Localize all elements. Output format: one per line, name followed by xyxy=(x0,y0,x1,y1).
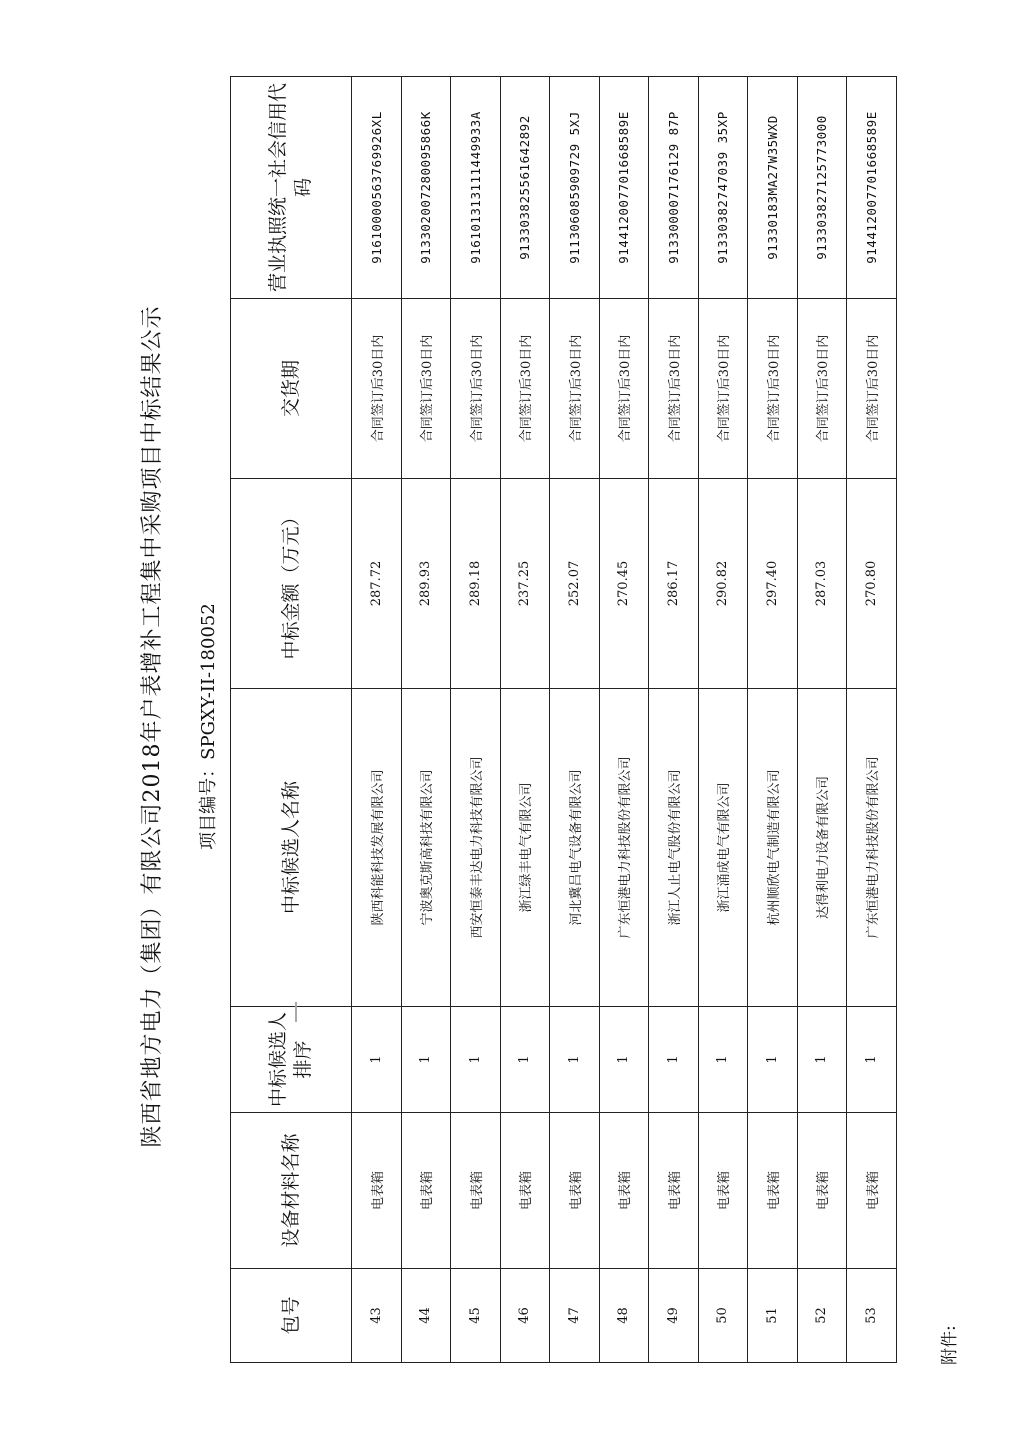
col-header-rank: 中标候选人排序 xyxy=(231,1007,352,1113)
table-row xyxy=(748,77,798,1363)
cell-amount: 289.93 xyxy=(401,479,451,689)
cell-rank: 1 xyxy=(797,1007,847,1113)
cell-bidder-name: 河北冀吕电气设备有限公司 xyxy=(550,689,600,1007)
cell-package: 52 xyxy=(797,1269,847,1363)
cell-bidder-name: 广东恒港电力科技股份有限公司 xyxy=(599,689,649,1007)
cell-package: 46 xyxy=(500,1269,550,1363)
cell-amount: 286.17 xyxy=(649,479,699,689)
cell-rank: 1 xyxy=(649,1007,699,1113)
cell-rank: 1 xyxy=(698,1007,748,1113)
table-row xyxy=(352,77,402,1363)
cell-package: 47 xyxy=(550,1269,600,1363)
cell-credit-code: 913303827125773000 xyxy=(797,77,847,299)
page-title: 陕西省地方电力（集团）有限公司2018年户表增补工程集中采购项目中标结果公示 xyxy=(140,305,165,1148)
cell-item: 电表箱 xyxy=(352,1113,402,1269)
cell-rank: 1 xyxy=(352,1007,402,1113)
table-row xyxy=(451,77,501,1363)
cell-credit-code: 913300007176129 87P xyxy=(649,77,699,299)
cell-package: 48 xyxy=(599,1269,649,1363)
cell-bidder-name: 陕西科能科技发展有限公司 xyxy=(352,689,402,1007)
col-header-credit-code: 营业执照统一社会信用代码 xyxy=(231,77,352,299)
cell-item: 电表箱 xyxy=(797,1113,847,1269)
cell-package: 43 xyxy=(352,1269,402,1363)
cell-amount: 297.40 xyxy=(748,479,798,689)
cell-delivery: 合同签订后30日内 xyxy=(451,299,501,479)
cell-amount: 270.80 xyxy=(847,479,897,689)
col-header-bidder-name: 中标候选人名称 xyxy=(231,689,352,1007)
cell-delivery: 合同签订后30日内 xyxy=(500,299,550,479)
cell-package: 51 xyxy=(748,1269,798,1363)
cell-rank: 1 xyxy=(451,1007,501,1113)
cell-rank: 1 xyxy=(401,1007,451,1113)
table-row xyxy=(649,77,699,1363)
attachment-label: 附件: xyxy=(940,1325,960,1365)
cell-rank: 1 xyxy=(847,1007,897,1113)
cell-package: 49 xyxy=(649,1269,699,1363)
cell-amount: 287.72 xyxy=(352,479,402,689)
cell-amount: 289.18 xyxy=(451,479,501,689)
cell-item: 电表箱 xyxy=(451,1113,501,1269)
cell-delivery: 合同签订后30日内 xyxy=(698,299,748,479)
cell-item: 电表箱 xyxy=(698,1113,748,1269)
cell-credit-code: 91610000563769926XL xyxy=(352,77,402,299)
cell-package: 50 xyxy=(698,1269,748,1363)
cell-delivery: 合同签订后30日内 xyxy=(797,299,847,479)
cell-bidder-name: 浙江涌成电气有限公司 xyxy=(698,689,748,1007)
cell-rank: 1 xyxy=(500,1007,550,1113)
cell-item: 电表箱 xyxy=(500,1113,550,1269)
cell-amount: 290.82 xyxy=(698,479,748,689)
cell-credit-code: 913302007280095866K xyxy=(401,77,451,299)
cell-package: 53 xyxy=(847,1269,897,1363)
cell-credit-code: 911306085909729 5XJ xyxy=(550,77,600,299)
cell-bidder-name: 达得利电力设备有限公司 xyxy=(797,689,847,1007)
cell-credit-code: 914412007701668589E xyxy=(599,77,649,299)
cell-bidder-name: 广东恒港电力科技股份有限公司 xyxy=(847,689,897,1007)
cell-delivery: 合同签订后30日内 xyxy=(748,299,798,479)
cell-rank: 1 xyxy=(599,1007,649,1113)
stray-pen-mark xyxy=(295,1002,297,1022)
col-header-amount: 中标金额（万元） xyxy=(231,479,352,689)
col-header-package: 包号 xyxy=(231,1269,352,1363)
cell-item: 电表箱 xyxy=(847,1113,897,1269)
cell-bidder-name: 西安恒泰丰达电力科技有限公司 xyxy=(451,689,501,1007)
cell-credit-code: 916101313111449933A xyxy=(451,77,501,299)
cell-package: 45 xyxy=(451,1269,501,1363)
cell-bidder-name: 宁波奥克斯高科技有限公司 xyxy=(401,689,451,1007)
results-table xyxy=(230,76,897,1363)
cell-delivery: 合同签订后30日内 xyxy=(550,299,600,479)
cell-item: 电表箱 xyxy=(401,1113,451,1269)
cell-delivery: 合同签订后30日内 xyxy=(599,299,649,479)
cell-credit-code: 91330183MA27W35WXD xyxy=(748,77,798,299)
table-row xyxy=(698,77,748,1363)
table-row xyxy=(599,77,649,1363)
table-row xyxy=(550,77,600,1363)
cell-bidder-name: 浙江绿丰电气有限公司 xyxy=(500,689,550,1007)
table-row xyxy=(847,77,897,1363)
table-row xyxy=(500,77,550,1363)
cell-delivery: 合同签订后30日内 xyxy=(649,299,699,479)
cell-amount: 237.25 xyxy=(500,479,550,689)
cell-delivery: 合同签订后30日内 xyxy=(352,299,402,479)
table-row xyxy=(797,77,847,1363)
cell-delivery: 合同签订后30日内 xyxy=(401,299,451,479)
col-header-item: 设备材料名称 xyxy=(231,1113,352,1269)
cell-credit-code: 913303825561642892 xyxy=(500,77,550,299)
cell-credit-code: 914412007701668589E xyxy=(847,77,897,299)
cell-amount: 287.03 xyxy=(797,479,847,689)
cell-item: 电表箱 xyxy=(550,1113,600,1269)
cell-bidder-name: 杭州顺欣电气制造有限公司 xyxy=(748,689,798,1007)
cell-rank: 1 xyxy=(748,1007,798,1113)
cell-amount: 270.45 xyxy=(599,479,649,689)
table-row xyxy=(401,77,451,1363)
project-number: 项目编号：SPGXY-II-180052 xyxy=(198,603,219,850)
cell-item: 电表箱 xyxy=(649,1113,699,1269)
cell-package: 44 xyxy=(401,1269,451,1363)
col-header-delivery: 交货期 xyxy=(231,299,352,479)
cell-delivery: 合同签订后30日内 xyxy=(847,299,897,479)
cell-credit-code: 91330382747039 35XP xyxy=(698,77,748,299)
cell-item: 电表箱 xyxy=(748,1113,798,1269)
cell-rank: 1 xyxy=(550,1007,600,1113)
cell-amount: 252.07 xyxy=(550,479,600,689)
table-header-row xyxy=(231,77,352,1363)
cell-item: 电表箱 xyxy=(599,1113,649,1269)
cell-bidder-name: 浙江人止电气股份有限公司 xyxy=(649,689,699,1007)
